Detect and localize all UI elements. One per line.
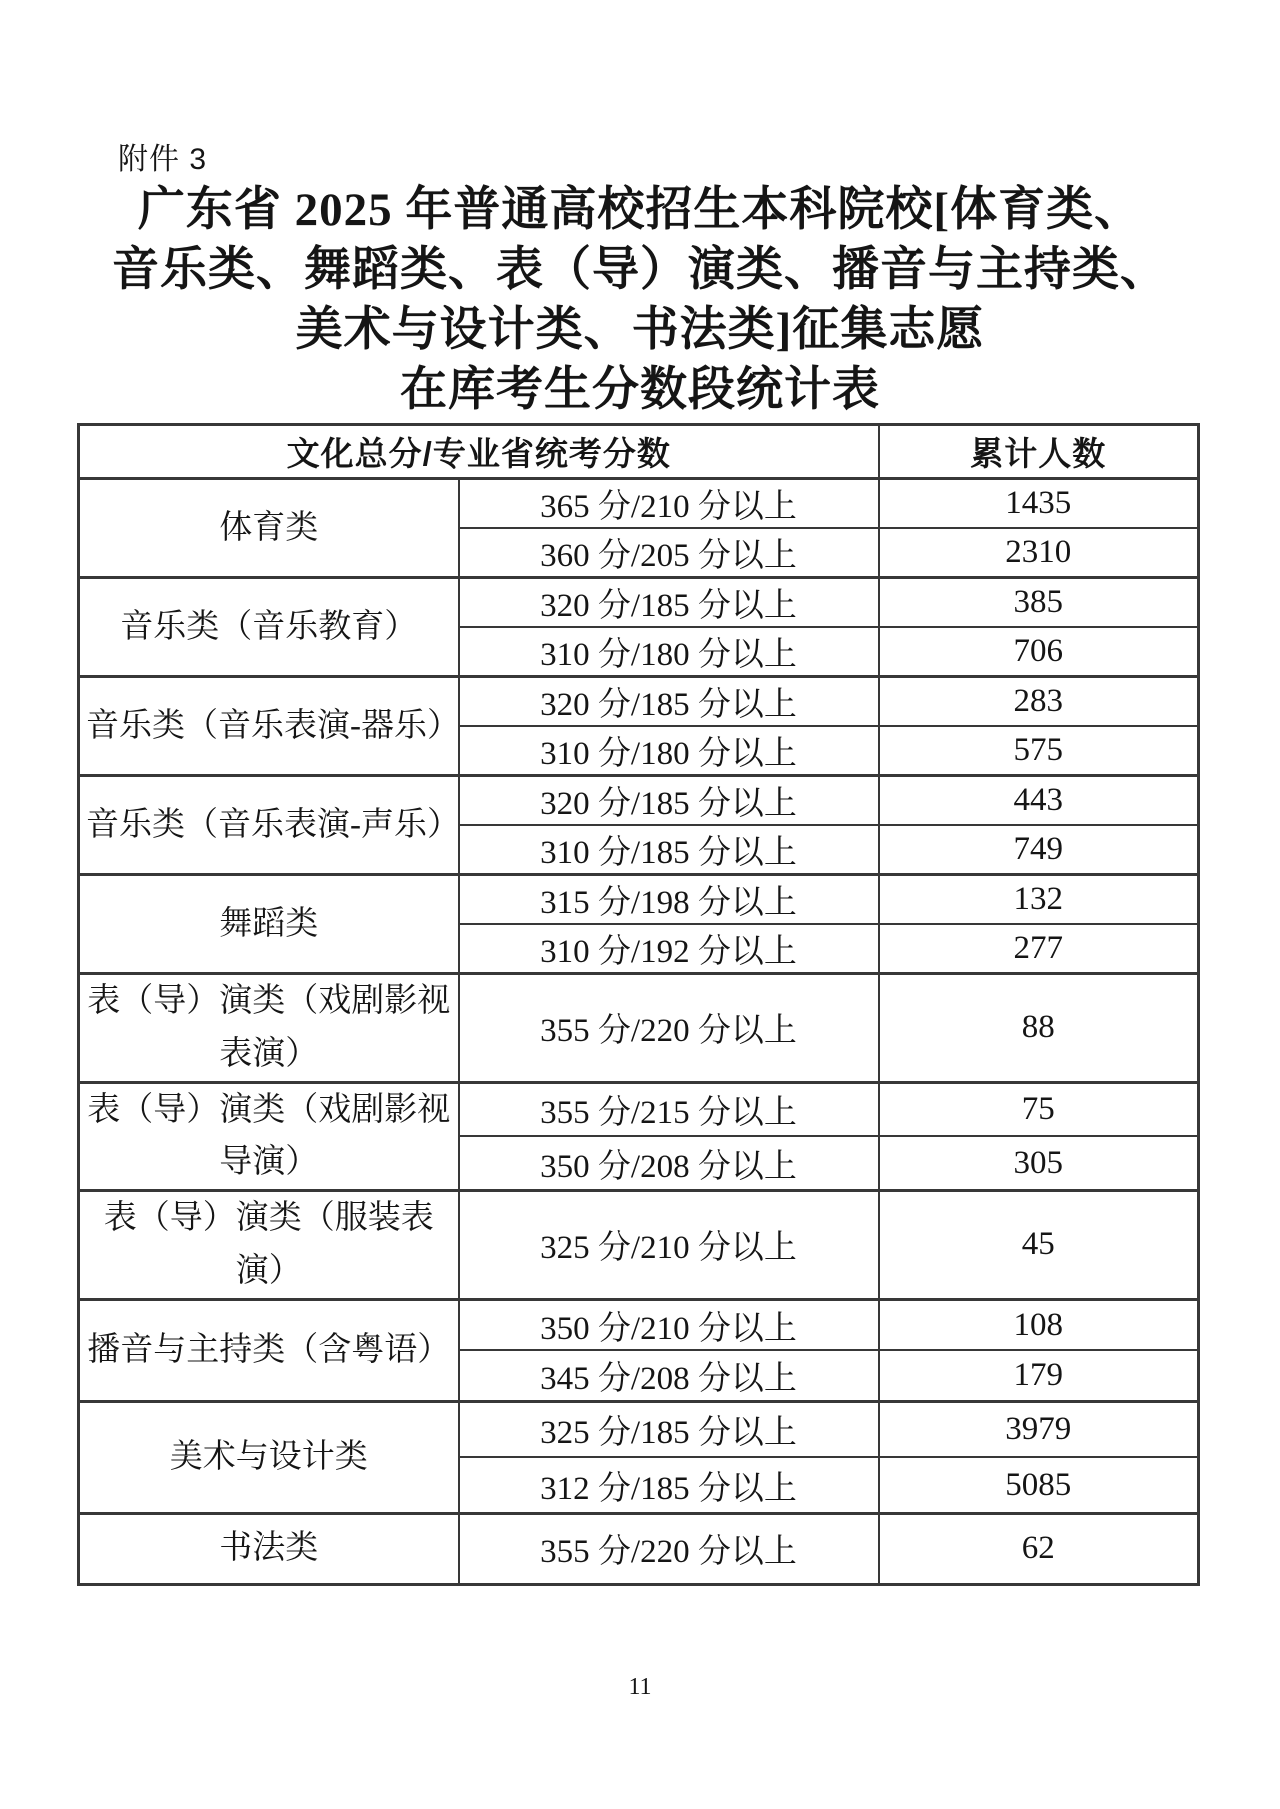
count-cell: 5085 <box>879 1457 1199 1513</box>
table-row <box>79 1513 1199 1584</box>
category-cell: 表（导）演类（戏剧影视表演） <box>79 974 459 1083</box>
document-title <box>0 180 1280 420</box>
header-count-column: 累计人数 <box>879 425 1199 479</box>
score-cell: 310 分/180 分以上 <box>459 726 879 776</box>
document-title-line: 广东省 2025 年普通高校招生本科院校[体育类、 <box>137 184 1143 236</box>
table-row <box>79 1299 1199 1350</box>
table-row <box>79 1082 1199 1136</box>
score-cell: 312 分/185 分以上 <box>459 1457 879 1513</box>
score-cell: 355 分/220 分以上 <box>459 1513 879 1584</box>
score-cell: 315 分/198 分以上 <box>459 875 879 925</box>
category-cell: 音乐类（音乐教育） <box>79 578 459 677</box>
score-cell: 320 分/185 分以上 <box>459 776 879 826</box>
score-cell: 355 分/215 分以上 <box>459 1082 879 1136</box>
score-cell: 310 分/185 分以上 <box>459 825 879 875</box>
count-cell: 385 <box>879 578 1199 628</box>
header-score-column: 文化总分/专业省统考分数 <box>79 425 879 479</box>
count-cell: 108 <box>879 1299 1199 1350</box>
score-cell: 365 分/210 分以上 <box>459 479 879 529</box>
table-row <box>79 677 1199 727</box>
table-row <box>79 974 1199 1083</box>
table-row <box>79 875 1199 925</box>
count-cell: 62 <box>879 1513 1199 1584</box>
count-cell: 277 <box>879 924 1199 974</box>
count-cell: 749 <box>879 825 1199 875</box>
count-cell: 706 <box>879 627 1199 677</box>
score-cell: 325 分/210 分以上 <box>459 1191 879 1300</box>
category-cell: 表（导）演类（戏剧影视导演） <box>79 1082 459 1191</box>
table-row <box>79 1401 1199 1457</box>
score-cell: 310 分/180 分以上 <box>459 627 879 677</box>
score-cell: 325 分/185 分以上 <box>459 1401 879 1457</box>
category-cell: 美术与设计类 <box>79 1401 459 1513</box>
count-cell: 132 <box>879 875 1199 925</box>
category-cell: 体育类 <box>79 479 459 578</box>
table-row <box>79 578 1199 628</box>
count-cell: 443 <box>879 776 1199 826</box>
count-cell: 283 <box>879 677 1199 727</box>
count-cell: 305 <box>879 1136 1199 1190</box>
score-cell: 350 分/210 分以上 <box>459 1299 879 1350</box>
category-cell: 舞蹈类 <box>79 875 459 974</box>
score-cell: 345 分/208 分以上 <box>459 1350 879 1401</box>
count-cell: 1435 <box>879 479 1199 529</box>
table-row <box>79 479 1199 529</box>
table-header-row <box>79 425 1199 479</box>
count-cell: 45 <box>879 1191 1199 1300</box>
document-title-line: 在库考生分数段统计表 <box>400 364 880 416</box>
document-title-line: 音乐类、舞蹈类、表（导）演类、播音与主持类、 <box>112 244 1168 296</box>
page-number: 11 <box>628 1674 652 1700</box>
count-cell: 179 <box>879 1350 1199 1401</box>
score-cell: 310 分/192 分以上 <box>459 924 879 974</box>
count-cell: 2310 <box>879 528 1199 578</box>
table-row <box>79 1191 1199 1300</box>
score-cell: 350 分/208 分以上 <box>459 1136 879 1190</box>
count-cell: 3979 <box>879 1401 1199 1457</box>
category-cell: 音乐类（音乐表演-器乐） <box>79 677 459 776</box>
category-cell: 表（导）演类（服装表演） <box>79 1191 459 1300</box>
count-cell: 88 <box>879 974 1199 1083</box>
count-cell: 75 <box>879 1082 1199 1136</box>
score-statistics-table <box>77 423 1200 1586</box>
score-cell: 320 分/185 分以上 <box>459 578 879 628</box>
count-cell: 575 <box>879 726 1199 776</box>
document-title-line: 美术与设计类、书法类]征集志愿 <box>295 304 985 356</box>
category-cell: 播音与主持类（含粤语） <box>79 1299 459 1401</box>
category-cell: 书法类 <box>79 1513 459 1584</box>
score-cell: 320 分/185 分以上 <box>459 677 879 727</box>
table-row <box>79 776 1199 826</box>
score-cell: 360 分/205 分以上 <box>459 528 879 578</box>
attachment-label: 附件 3 <box>118 143 208 176</box>
score-cell: 355 分/220 分以上 <box>459 974 879 1083</box>
category-cell: 音乐类（音乐表演-声乐） <box>79 776 459 875</box>
